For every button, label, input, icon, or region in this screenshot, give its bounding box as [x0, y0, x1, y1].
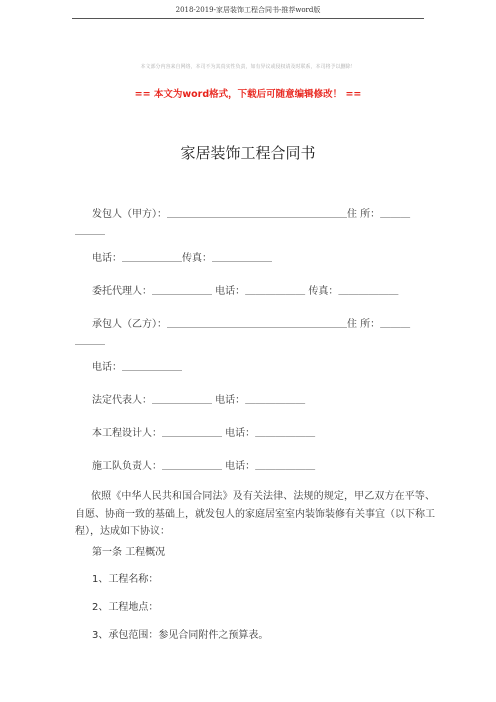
contractor-phone-line: 电话：＿＿＿＿＿＿: [92, 362, 182, 373]
article-item: 2、工程地点：: [92, 602, 159, 613]
designer-line: 本工程设计人：＿＿＿＿＿＿ 电话：＿＿＿＿＿＿: [92, 428, 316, 439]
employer-line-continued: ＿＿＿: [75, 226, 105, 237]
agent-line: 委托代理人：＿＿＿＿＿＿ 电话：＿＿＿＿＿＿ 传真：＿＿＿＿＿＿: [92, 286, 399, 297]
contractor-line: 承包人（乙方）：＿＿＿＿＿＿＿＿＿＿＿＿＿＿＿＿＿＿住 所：＿＿＿: [92, 319, 411, 330]
header-title: 2018-2019-家居装饰工程合同书-推荐word版: [175, 6, 321, 14]
article-item: 3、承包范围：参见合同附件之预算表。: [92, 630, 269, 641]
article-item: 1、工程名称：: [92, 574, 159, 585]
contractor-line-continued: ＿＿＿: [75, 336, 105, 347]
legal-rep-line: 法定代表人：＿＿＿＿＿＿ 电话：＿＿＿＿＿＿: [92, 395, 306, 406]
article-heading: 第一条 工程概况: [92, 547, 166, 558]
word-format-notice: == 本文为word格式，下载后可随意编辑修改！ ==: [134, 89, 362, 100]
agreement-paragraph: 依照《中华人民共和国合同法》及有关法律、法规的规定，甲乙双方在平等、自愿、协商一致的基础上，就发包人的家庭居室室内装饰装修有关事宜（以下称工程），达成如下协议：: [75, 491, 435, 537]
disclaimer-text: 本文部分内容来自网络，本司不为其真实性负责，如有异议或侵权请及时联系，本司将予以删除！: [140, 64, 356, 70]
document-title: 家居装饰工程合同书: [180, 144, 316, 162]
header-divider: [72, 18, 424, 19]
crew-leader-line: 施工队负责人：＿＿＿＿＿＿ 电话：＿＿＿＿＿＿: [92, 461, 316, 472]
employer-phone-line: 电话：＿＿＿＿＿＿传真：＿＿＿＿＿＿: [92, 253, 272, 264]
employer-line: 发包人（甲方）：＿＿＿＿＿＿＿＿＿＿＿＿＿＿＿＿＿＿住 所：＿＿＿: [92, 209, 411, 220]
